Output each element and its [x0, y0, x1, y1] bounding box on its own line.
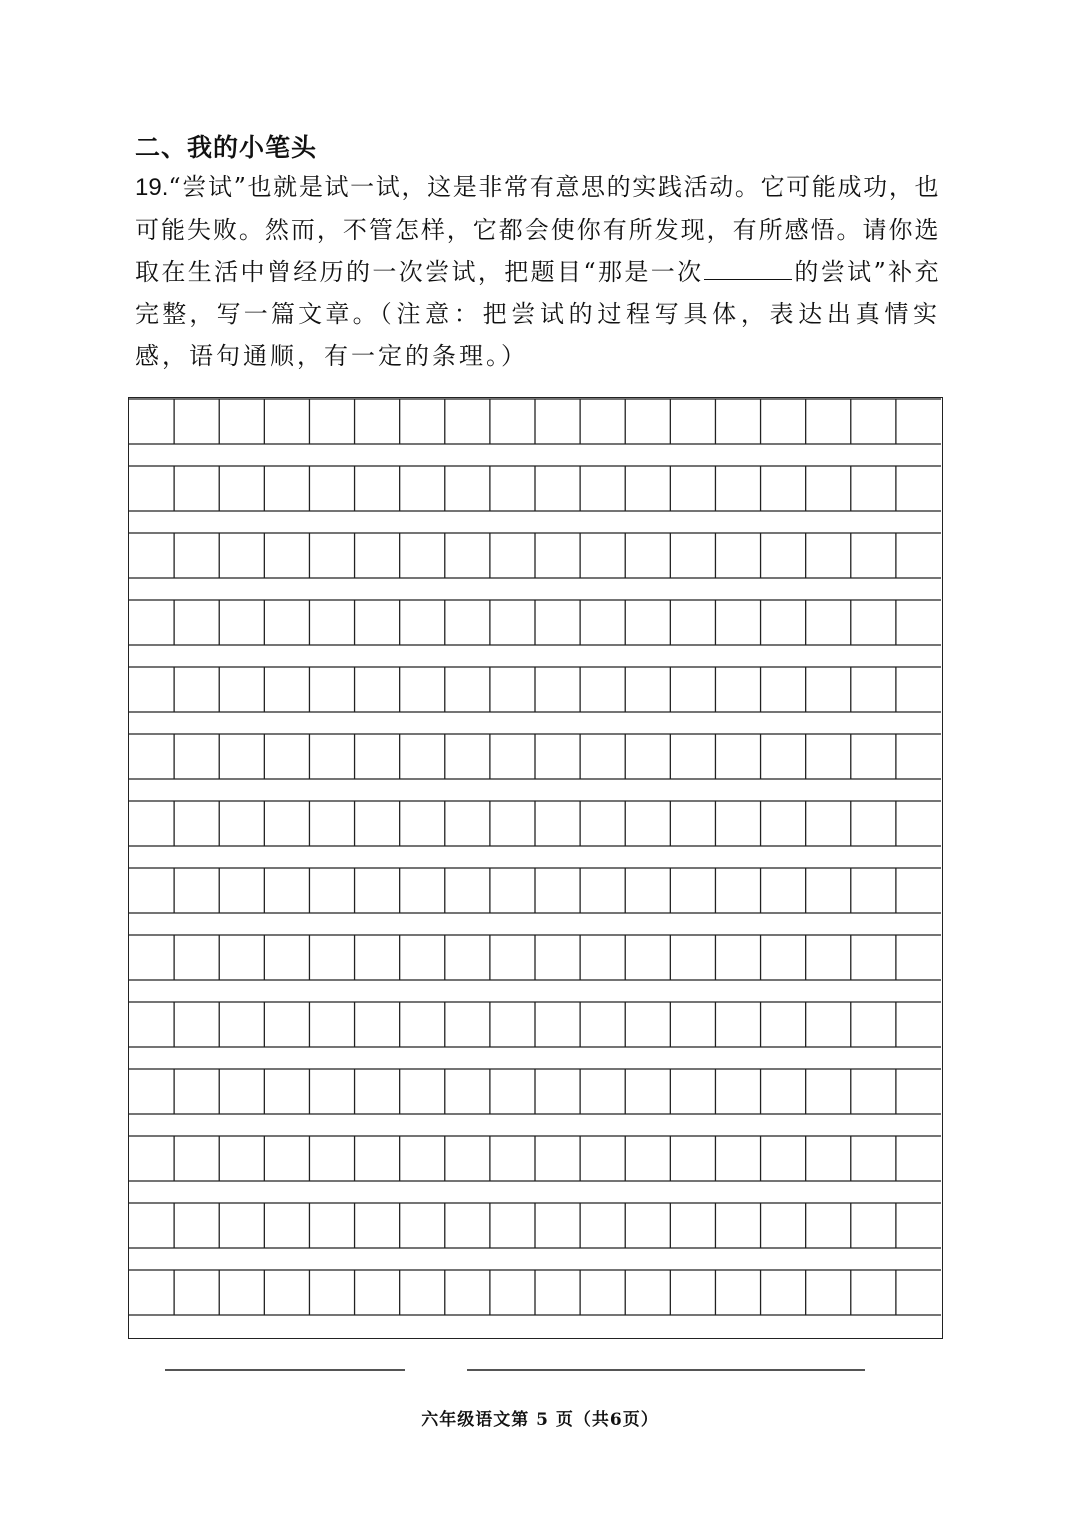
question-text-after-blank: 的尝试”补充完整，写一篇文章。: [135, 258, 940, 328]
writing-grid: [128, 397, 943, 1339]
writing-grid-lines: [129, 398, 941, 1337]
section-title: 二、我的小笔头: [135, 133, 318, 162]
question-number: 19.: [135, 174, 169, 201]
footer-rule-left: [165, 1369, 405, 1371]
page-footer: 六年级语文第 5 页（共6页）: [421, 1410, 659, 1430]
footer-rule-right: [467, 1369, 865, 1371]
title-fill-in-blank[interactable]: [704, 255, 792, 280]
question-prompt: [135, 166, 940, 377]
question-note: （注意：把尝试的过程写具体，表达出真情实感，语句通顺，有一定的条理。）: [135, 300, 941, 370]
question-text-before-blank: “尝试”也就是试一试，这是非常有意思的实践活动。它可能成功，也可能失败。然而，不管怎样，它都会使你有所发现，有所感悟。请你选取在生活中曾经历的一次尝试，把题目“那是一次: [135, 173, 940, 286]
